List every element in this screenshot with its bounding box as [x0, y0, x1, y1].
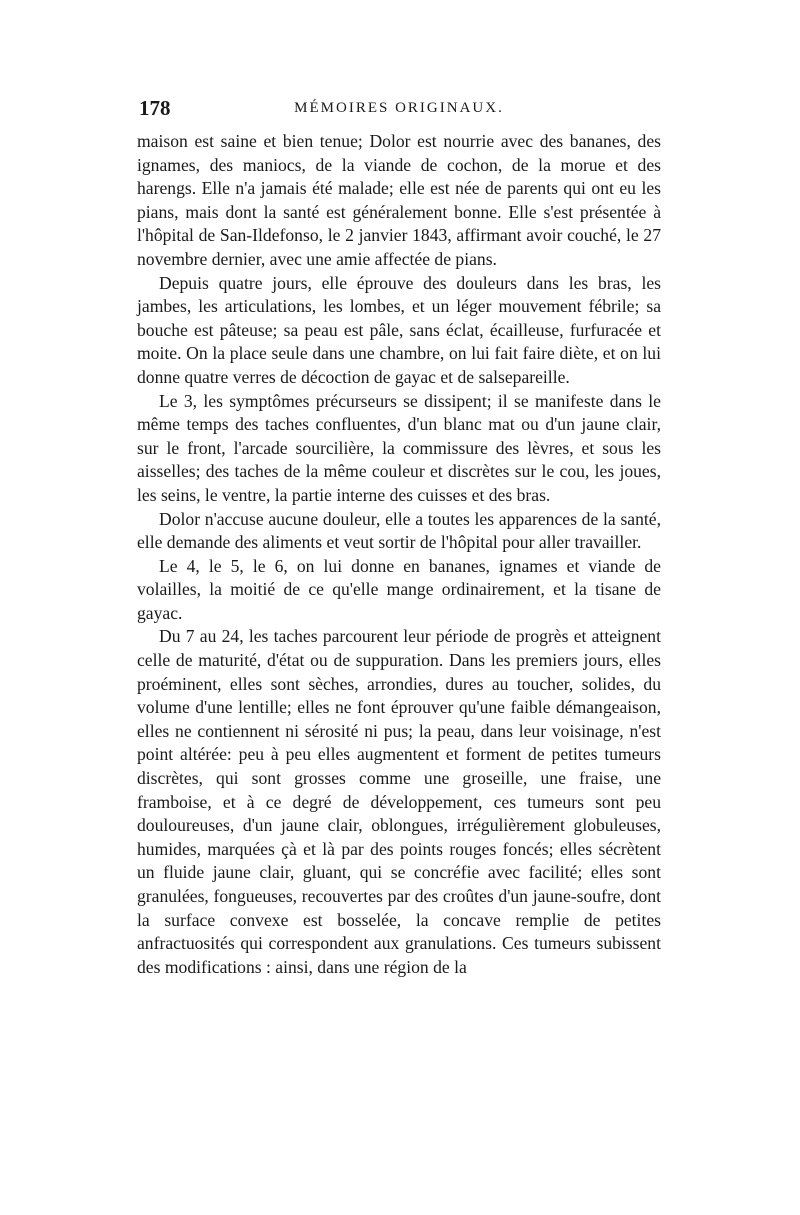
paragraph-day-3: Le 3, les symptômes précurseurs se dissipent; il se manifeste dans le même temps des taches confluentes, d'un blanc mat ou d'un jaune clair, sur le front, l'arcade sourcilière, la commissure des lèvres, et sous les aisselles; des taches de la même couleur et discrètes sur le cou, les joues, les seins, le ventre, la partie interne des cuisses et des bras.: [137, 390, 661, 505]
paragraph-continuation: maison est saine et bien tenue; Dolor est nourrie avec des bananes, des ignames, des maniocs, de la viande de cochon, de la morue et des harengs. Elle n'a jamais été malade; elle est née de parents qui ont eu les pians, mais dont la santé est généralement bonne. Elle s'est présentée à l'hôpital de San-Ildefonso, le 2 janvier 1843, affirmant avoir couché, le 27 novembre dernier, avec une amie affectée de pians.: [137, 131, 661, 269]
page: [137, 96, 661, 979]
paragraph-days-4-6: Le 4, le 5, le 6, on lui donne en bananes, ignames et viande de volailles, la moitié de ce qu'elle mange ordinairement, et la tisane de gayac.: [137, 555, 661, 623]
paragraph-no-pain: Dolor n'accuse aucune douleur, elle a toutes les apparences de la santé, elle demande des aliments et veut sortir de l'hôpital pour aller travailler.: [137, 508, 661, 553]
running-head: [137, 96, 661, 130]
running-title: MÉMOIRES ORIGINAUX.: [294, 100, 504, 116]
paragraph-days-7-24: Du 7 au 24, les taches parcourent leur période de progrès et atteignent celle de maturité, d'état ou de suppuration. Dans les premiers jours, elles proéminent, elles sont sèches, arrondies, dures au toucher, solides, du volume d'une lentille; elles ne font éprouver qu'une faible démangeaison, elles ne contiennent ni sérosité ni pus; la peau, dans leur voisinage, n'est point altérée: peu à peu elles augmentent et forment de petites tumeurs discrètes, qui sont grosses comme une groseille, une fraise, une framboise, et à ce degré de développement, ces tumeurs sont peu douloureuses, d'un jaune clair, oblongues, irrégulièrement globuleuses, humides, marquées çà et là par des points rouges foncés; elles sécrètent un fluide jaune clair, gluant, qui se concréfie avec facilité; elles sont granulées, fongueuses, recouvertes par des croûtes d'un jaune-soufre, dont la surface convexe est bosselée, la concave remplie de petites anfractuosités qui correspondent aux granulations. Ces tumeurs subissent des modifications : ainsi, dans une région de la: [137, 626, 661, 977]
body-text: [137, 130, 661, 979]
page-number: 178: [139, 96, 171, 120]
paragraph-symptoms: Depuis quatre jours, elle éprouve des douleurs dans les bras, les jambes, les articulations, les lombes, et un léger mouvement fébrile; sa bouche est pâteuse; sa peau est pâle, sans éclat, écailleuse, furfuracée et moite. On la place seule dans une chambre, on lui fait faire diète, et on lui donne quatre verres de décoction de gayac et de salsepareille.: [137, 272, 661, 387]
